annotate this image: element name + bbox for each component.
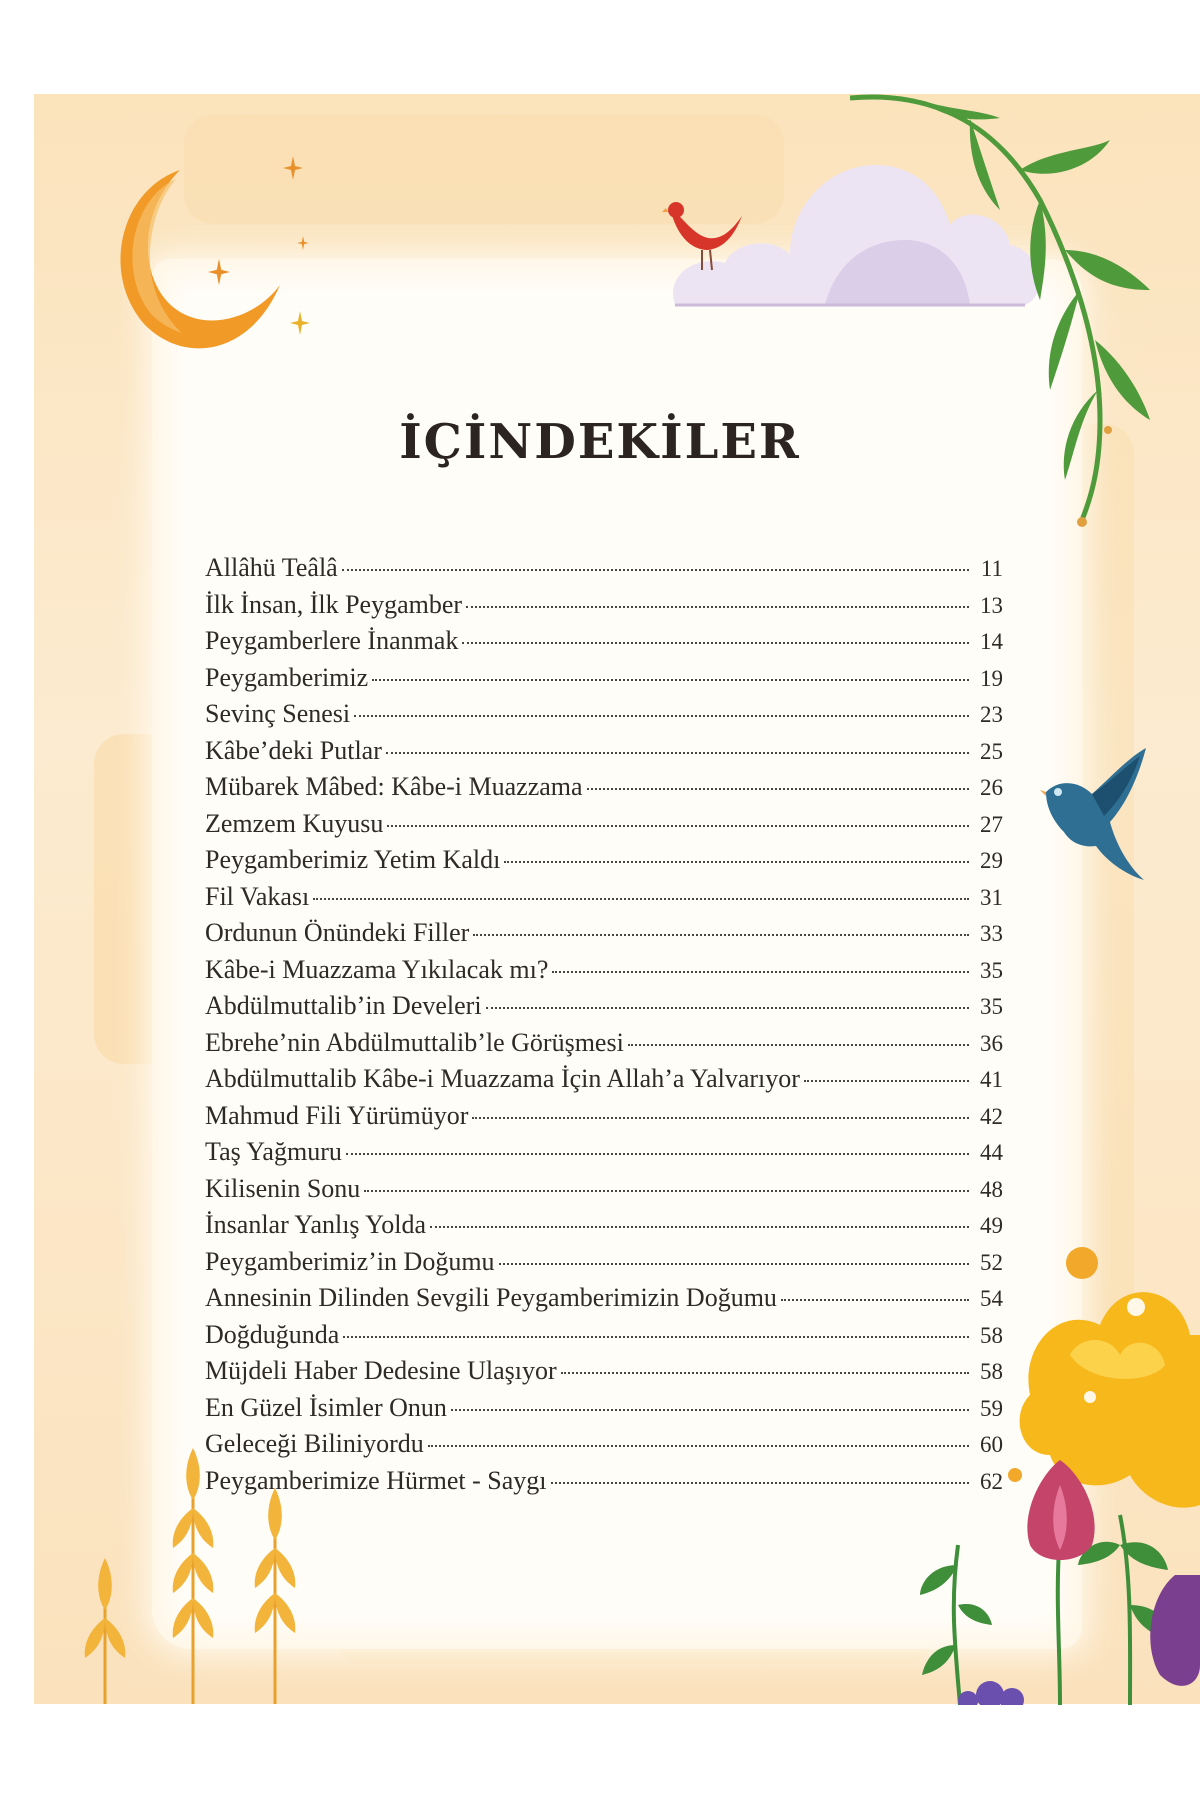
toc-entry[interactable] xyxy=(205,991,1003,1028)
toc-entry-page: 44 xyxy=(980,1140,1003,1165)
toc-entry[interactable] xyxy=(205,845,1003,882)
toc-entry-title: Kâbe-i Muazzama Yıkılacak mı? xyxy=(205,954,549,984)
toc-entry-page: 26 xyxy=(980,775,1003,800)
toc-entry-title: Fil Vakası xyxy=(205,881,310,911)
toc-entry-page: 13 xyxy=(980,592,1003,618)
toc-entry-page: 42 xyxy=(980,1103,1003,1129)
toc-dot-leader xyxy=(804,1080,969,1082)
toc-entry-page: 52 xyxy=(980,1249,1003,1275)
toc-entry[interactable] xyxy=(205,590,1003,627)
red-bird-icon xyxy=(662,196,744,272)
toc-dot-leader xyxy=(628,1044,969,1046)
toc-entry[interactable] xyxy=(205,1466,1003,1503)
toc-dot-leader xyxy=(781,1299,969,1301)
toc-entry-title: Peygamberimiz Yetim Kaldı xyxy=(205,845,501,874)
toc-entry[interactable] xyxy=(205,1028,1003,1065)
toc-entry-title: İlk İnsan, İlk Peygamber xyxy=(205,589,463,619)
star-icon xyxy=(297,236,309,250)
toc-entry-page: 33 xyxy=(980,921,1003,946)
toc-dot-leader xyxy=(430,1226,969,1228)
toc-dot-leader xyxy=(354,715,969,717)
toc-entry-title: Allâhü Teâlâ xyxy=(205,553,338,582)
toc-dot-leader xyxy=(386,752,969,754)
toc-dot-leader xyxy=(313,898,969,900)
toc-dot-leader xyxy=(342,569,969,571)
toc-entry-title: Müjdeli Haber Dedesine Ulaşıyor xyxy=(205,1356,557,1385)
toc-entry-title: Taş Yağmuru xyxy=(205,1137,342,1166)
toc-entry-title: Ebrehe’nin Abdülmuttalib’le Görüşmesi xyxy=(205,1027,624,1057)
toc-entry[interactable] xyxy=(205,1393,1003,1430)
toc-entry-page: 58 xyxy=(980,1359,1003,1384)
toc-dot-leader xyxy=(343,1336,969,1338)
toc-dot-leader xyxy=(387,825,969,827)
toc-entry[interactable] xyxy=(205,626,1003,663)
toc-dot-leader xyxy=(346,1153,969,1155)
toc-entry-page: 23 xyxy=(980,702,1003,727)
toc-entry-page: 27 xyxy=(980,811,1003,837)
toc-entry-page: 48 xyxy=(980,1176,1003,1202)
crescent-moon-icon xyxy=(100,165,290,365)
toc-entry[interactable] xyxy=(205,553,1003,590)
toc-dot-leader xyxy=(451,1409,969,1411)
toc-entry-title: Mübarek Mâbed: Kâbe-i Muazzama xyxy=(205,772,583,801)
toc-entry-page: 19 xyxy=(980,665,1003,691)
star-icon xyxy=(208,258,230,286)
toc-dot-leader xyxy=(472,1117,969,1119)
toc-entry-page: 58 xyxy=(980,1322,1003,1348)
toc-dot-leader xyxy=(587,788,969,790)
toc-entry[interactable] xyxy=(205,918,1003,955)
toc-entry-title: Mahmud Fili Yürümüyor xyxy=(205,1100,469,1130)
star-icon xyxy=(283,156,303,180)
toc-dot-leader xyxy=(499,1263,969,1265)
toc-entry-page: 62 xyxy=(980,1468,1003,1494)
toc-entry-page: 60 xyxy=(980,1432,1003,1457)
toc-dot-leader xyxy=(561,1372,969,1374)
toc-entry[interactable] xyxy=(205,1101,1003,1138)
toc-entry-title: Peygamberlere İnanmak xyxy=(205,626,459,655)
star-icon xyxy=(290,310,310,336)
toc-entry[interactable] xyxy=(205,699,1003,736)
toc-entry-page: 36 xyxy=(980,1030,1003,1056)
toc-entry-title: Ordunun Önündeki Filler xyxy=(205,918,470,947)
toc-entry[interactable] xyxy=(205,1210,1003,1247)
toc-dot-leader xyxy=(551,1482,969,1484)
toc-entry-title: Peygamberimiz’in Doğumu xyxy=(205,1246,495,1276)
toc-dot-leader xyxy=(473,934,969,936)
toc-entry-title: Peygamberimiz xyxy=(205,662,369,692)
toc-entry-title: Geleceği Biliniyordu xyxy=(205,1429,424,1458)
toc-entry[interactable] xyxy=(205,772,1003,809)
toc-entry[interactable] xyxy=(205,882,1003,919)
toc-entry-title: Kâbe’deki Putlar xyxy=(205,735,382,765)
toc-dot-leader xyxy=(372,679,969,681)
toc-entry[interactable] xyxy=(205,736,1003,773)
toc-entry[interactable] xyxy=(205,955,1003,992)
toc-entry-page: 31 xyxy=(980,884,1003,910)
toc-entry-page: 25 xyxy=(980,738,1003,764)
toc-entry-title: İnsanlar Yanlış Yolda xyxy=(205,1210,427,1239)
toc-entry-page: 54 xyxy=(980,1286,1003,1311)
toc-entry[interactable] xyxy=(205,1283,1003,1320)
toc-entry[interactable] xyxy=(205,1174,1003,1211)
toc-entry-title: Abdülmuttalib’in Develeri xyxy=(205,991,482,1020)
toc-dot-leader xyxy=(364,1190,969,1192)
toc-dot-leader xyxy=(466,606,969,608)
toc-entry-page: 35 xyxy=(980,994,1003,1019)
toc-entry-page: 29 xyxy=(980,848,1003,873)
toc-entry-page: 49 xyxy=(980,1213,1003,1238)
toc-entry-title: Kilisenin Sonu xyxy=(205,1173,361,1203)
table-of-contents xyxy=(205,553,1003,1502)
toc-entry[interactable] xyxy=(205,1320,1003,1357)
toc-entry[interactable] xyxy=(205,1064,1003,1101)
toc-dot-leader xyxy=(486,1007,969,1009)
toc-entry-title: Sevinç Senesi xyxy=(205,699,351,728)
toc-entry[interactable] xyxy=(205,663,1003,700)
toc-entry[interactable] xyxy=(205,1247,1003,1284)
toc-entry-page: 59 xyxy=(980,1395,1003,1421)
toc-entry[interactable] xyxy=(205,809,1003,846)
toc-entry[interactable] xyxy=(205,1356,1003,1393)
toc-entry-page: 11 xyxy=(980,556,1003,581)
toc-entry-page: 14 xyxy=(980,629,1003,654)
toc-dot-leader xyxy=(462,642,969,644)
blue-bird-icon xyxy=(1040,748,1150,888)
page-title: İÇİNDEKİLER xyxy=(399,414,801,471)
toc-dot-leader xyxy=(428,1445,969,1447)
toc-entry-title: En Güzel İsimler Onun xyxy=(205,1392,447,1422)
toc-entry-title: Peygamberimize Hürmet - Saygı xyxy=(205,1465,547,1495)
toc-entry-page: 35 xyxy=(980,957,1003,983)
toc-entry-title: Abdülmuttalib Kâbe-i Muazzama İçin Allah’a Yalvarıyor xyxy=(205,1064,800,1093)
toc-entry-title: Annesinin Dilinden Sevgili Peygamberimizin Doğumu xyxy=(205,1283,777,1312)
toc-entry[interactable] xyxy=(205,1429,1003,1466)
toc-dot-leader xyxy=(552,971,969,973)
toc-entry-title: Doğduğunda xyxy=(205,1319,340,1349)
toc-dot-leader xyxy=(504,861,969,863)
toc-entry[interactable] xyxy=(205,1137,1003,1174)
toc-entry-page: 41 xyxy=(980,1067,1003,1092)
toc-entry-title: Zemzem Kuyusu xyxy=(205,808,384,838)
